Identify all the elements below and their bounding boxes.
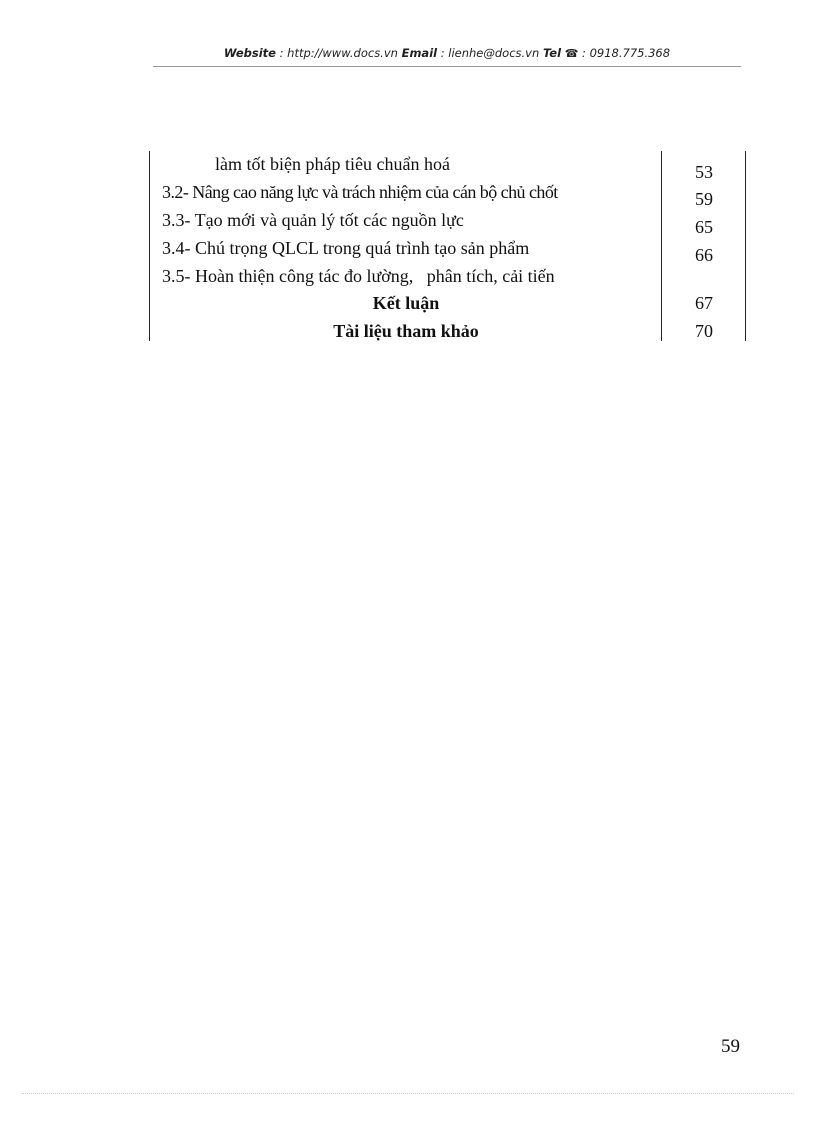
toc-entry-page: 53: [695, 162, 713, 182]
page-number: 59: [721, 1036, 740, 1057]
toc-entry-page: 70: [695, 321, 713, 341]
page-header: [153, 46, 741, 60]
tel-label: Tel: [542, 46, 562, 60]
toc-entry-page: 65: [695, 217, 713, 237]
toc-row: [150, 320, 746, 348]
toc-entry-title: Kết luận: [372, 293, 440, 313]
toc-entry-title: 3.5- Hoàn thiện công tác đo lường, phân tích, cải tiến: [162, 266, 555, 286]
toc-row: [150, 181, 746, 209]
website-value: : http://www.docs.vn: [275, 46, 402, 60]
toc-entry-page: 67: [695, 293, 713, 313]
footer-divider: [22, 1093, 794, 1094]
tel-value: : 0918.775.368: [578, 46, 671, 60]
toc-entry-title: 3.2- Nâng cao năng lực và trách nhiệm của cán bộ chủ chốt: [162, 182, 558, 202]
toc-row: [150, 209, 746, 237]
toc-row: [150, 265, 746, 293]
toc-row: [150, 237, 746, 265]
toc-entry-title: Tài liệu tham khảo: [333, 321, 479, 341]
toc-row: [150, 153, 746, 181]
website-label: Website: [223, 46, 276, 60]
toc-entry-page: 59: [695, 189, 713, 209]
email-value: : lienhe@docs.vn: [437, 46, 543, 60]
email-label: Email: [401, 46, 438, 60]
toc-entry-title: 3.3- Tạo mới và quản lý tốt các nguồn lực: [162, 210, 464, 230]
header-divider: [153, 66, 741, 67]
toc-entry-page: 66: [695, 245, 713, 265]
toc-row: [150, 292, 746, 320]
toc-entry-title: 3.4- Chú trọng QLCL trong quá trình tạo sản phẩm: [162, 238, 530, 258]
toc-entry-title: làm tốt biện pháp tiêu chuẩn hoá: [215, 154, 450, 174]
phone-icon: ☎: [564, 47, 579, 60]
